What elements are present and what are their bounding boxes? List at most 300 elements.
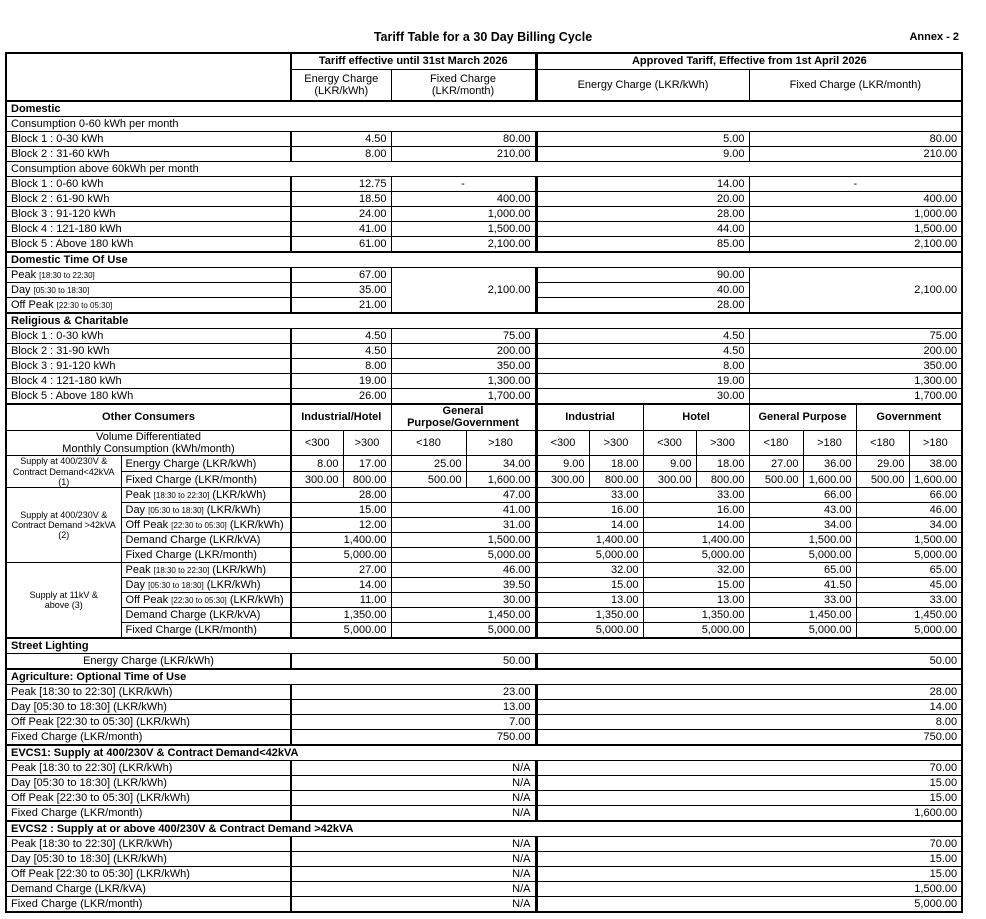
label-text: (LKR/kWh) [203, 504, 261, 517]
value-cell: 8.00 [291, 147, 391, 162]
value-cell: 36.00 [803, 456, 856, 472]
value-cell: 85.00 [536, 237, 749, 253]
label-cell [121, 488, 291, 503]
value-cell: 8.00 [536, 359, 749, 374]
value-cell: 400.00 [391, 192, 536, 207]
value-cell: 1,000.00 [749, 207, 962, 222]
label-cell: <180 [856, 430, 909, 456]
column-header-cell: Hotel [643, 404, 749, 430]
time-range-text: [18:30 to 22:30] [153, 491, 210, 501]
value-cell: 13.00 [643, 593, 749, 608]
label-cell [121, 503, 291, 518]
value-cell: 34.00 [749, 518, 856, 533]
value-cell: N/A [291, 897, 536, 913]
label-cell: Demand Charge (LKR/kVA) [6, 882, 291, 897]
value-cell: 14.00 [291, 578, 391, 593]
label-cell: <300 [536, 430, 589, 456]
column-header-cell: Industrial/Hotel [291, 404, 391, 430]
label-cell: Fixed Charge (LKR/month) [6, 806, 291, 822]
table-row [6, 852, 962, 867]
label-cell: Block 5 : Above 180 kWh [6, 389, 291, 405]
value-cell: 19.00 [536, 374, 749, 389]
value-cell: 61.00 [291, 237, 391, 253]
value-cell: 23.00 [291, 685, 536, 700]
table-row [6, 608, 962, 623]
value-cell: 500.00 [391, 472, 466, 488]
value-cell: 5,000.00 [749, 623, 856, 639]
value-cell: 2,100.00 [749, 268, 962, 314]
table-row [6, 268, 962, 283]
value-cell: 35.00 [291, 283, 391, 298]
value-cell: 4.50 [291, 132, 391, 147]
value-cell: 1,500.00 [749, 533, 856, 548]
label-cell: - [391, 177, 536, 192]
section-row [6, 252, 962, 268]
label-text: Off Peak [125, 519, 172, 532]
value-cell: 1,500.00 [856, 533, 962, 548]
label-text: Day [125, 579, 149, 592]
value-cell: 40.00 [536, 283, 749, 298]
table-row [6, 132, 962, 147]
value-cell: 800.00 [589, 472, 643, 488]
label-cell: Consumption 0-60 kWh per month [6, 117, 962, 132]
value-cell: 32.00 [536, 563, 643, 578]
value-cell: 15.00 [536, 776, 962, 791]
label-cell: >180 [466, 430, 536, 456]
label-cell: >300 [589, 430, 643, 456]
table-row [6, 593, 962, 608]
table-row [6, 472, 962, 488]
label-cell: >180 [909, 430, 962, 456]
value-cell: 5,000.00 [391, 623, 536, 639]
time-range-text: [18:30 to 22:30] [39, 270, 95, 280]
section-row [6, 821, 962, 837]
value-cell: 50.00 [291, 654, 536, 670]
value-cell: 9.00 [536, 456, 589, 472]
value-cell: 1,450.00 [749, 608, 856, 623]
value-cell: 1,500.00 [536, 882, 962, 897]
value-cell: 46.00 [391, 563, 536, 578]
value-cell: 26.00 [291, 389, 391, 405]
table-row [6, 578, 962, 593]
label-cell: >180 [803, 430, 856, 456]
tariff-table [5, 52, 963, 913]
label-cell: Day [05:30 to 18:30] (LKR/kWh) [6, 776, 291, 791]
table-row [6, 503, 962, 518]
column-header-cell: Energy Charge (LKR/kWh) [536, 70, 749, 102]
value-cell: 300.00 [643, 472, 696, 488]
section-row [6, 745, 962, 761]
table-row [6, 53, 962, 70]
value-cell: 16.00 [643, 503, 749, 518]
value-cell: 5,000.00 [536, 897, 962, 913]
value-cell: 38.00 [909, 456, 962, 472]
value-cell: 29.00 [856, 456, 909, 472]
label-text: Day [11, 283, 34, 296]
table-row [6, 359, 962, 374]
table-row [6, 389, 962, 405]
value-cell: 16.00 [536, 503, 643, 518]
table-row [6, 404, 962, 430]
value-cell: 67.00 [291, 268, 391, 283]
label-cell [121, 518, 291, 533]
table-row [6, 563, 962, 578]
value-cell: 70.00 [536, 761, 962, 776]
value-cell: 41.00 [391, 503, 536, 518]
value-cell: 5.00 [536, 132, 749, 147]
label-cell [121, 593, 291, 608]
value-cell: 18.00 [696, 456, 749, 472]
value-cell: 27.00 [291, 563, 391, 578]
value-cell: 200.00 [749, 344, 962, 359]
value-cell: 1,500.00 [391, 533, 536, 548]
value-cell: 33.00 [856, 593, 962, 608]
table-row [6, 897, 962, 913]
value-cell: 12.75 [291, 177, 391, 192]
value-cell: 30.00 [536, 389, 749, 405]
value-cell: 200.00 [391, 344, 536, 359]
label-cell: Block 3 : 91-120 kWh [6, 359, 291, 374]
label-cell [6, 283, 291, 298]
value-cell: 33.00 [536, 488, 643, 503]
value-cell: 350.00 [391, 359, 536, 374]
time-range-text: [05:30 to 18:30] [33, 285, 90, 295]
value-cell: 39.50 [391, 578, 536, 593]
label-cell: Supply at 400/230V & Contract Demand >42kVA (2) [6, 488, 121, 563]
value-cell: 66.00 [749, 488, 856, 503]
value-cell: N/A [291, 867, 536, 882]
label-cell: Demand Charge (LKR/kVA) [121, 608, 291, 623]
label-cell: - [749, 177, 962, 192]
value-cell: 4.50 [291, 329, 391, 344]
value-cell: 34.00 [856, 518, 962, 533]
label-cell: Energy Charge (LKR/kWh) [121, 456, 291, 472]
table-row [6, 329, 962, 344]
value-cell: 210.00 [391, 147, 536, 162]
value-cell: 1,000.00 [391, 207, 536, 222]
value-cell: 24.00 [291, 207, 391, 222]
value-cell: 12.00 [291, 518, 391, 533]
label-text: Off Peak [11, 298, 57, 311]
value-cell: 2,100.00 [391, 268, 536, 314]
label-cell [6, 298, 291, 314]
table-row [6, 177, 962, 192]
value-cell: 32.00 [643, 563, 749, 578]
table-row [6, 685, 962, 700]
table-row [6, 374, 962, 389]
table-row [6, 654, 962, 670]
value-cell: 11.00 [291, 593, 391, 608]
value-cell: 750.00 [536, 730, 962, 746]
value-cell: 5,000.00 [536, 623, 643, 639]
value-cell: 1,450.00 [391, 608, 536, 623]
label-cell: Off Peak [22:30 to 05:30] (LKR/kWh) [6, 715, 291, 730]
value-cell: 2,100.00 [391, 237, 536, 253]
label-cell: Energy Charge (LKR/kWh) [6, 654, 291, 670]
label-cell: Block 1 : 0-60 kWh [6, 177, 291, 192]
section-header-cell: EVCS1: Supply at 400/230V & Contract Demand<42kVA [6, 745, 962, 761]
value-cell: 210.00 [749, 147, 962, 162]
column-header-cell: Industrial [536, 404, 643, 430]
time-range-text: [05:30 to 18:30] [148, 581, 204, 591]
value-cell: 75.00 [749, 329, 962, 344]
label-text: (LKR/kWh) [209, 564, 267, 577]
value-cell: 14.00 [643, 518, 749, 533]
label-cell: <300 [643, 430, 696, 456]
value-cell: 1,350.00 [643, 608, 749, 623]
value-cell: 1,700.00 [391, 389, 536, 405]
value-cell: 21.00 [291, 298, 391, 314]
time-range-text: [22:30 to 05:30] [171, 596, 227, 606]
value-cell: 1,400.00 [643, 533, 749, 548]
label-cell: Fixed Charge (LKR/month) [121, 623, 291, 639]
value-cell: 33.00 [749, 593, 856, 608]
value-cell: 1,500.00 [391, 222, 536, 237]
label-text: Off Peak [125, 594, 172, 607]
table-row [6, 715, 962, 730]
label-text: Peak [125, 564, 154, 577]
label-cell: Supply at 400/230V & Contract Demand<42kVA (1) [6, 456, 121, 488]
value-cell: 15.00 [536, 578, 643, 593]
label-cell: Day [05:30 to 18:30] (LKR/kWh) [6, 852, 291, 867]
label-cell: Off Peak [22:30 to 05:30] (LKR/kWh) [6, 791, 291, 806]
label-text: Peak [11, 268, 40, 281]
section-header-cell: Street Lighting [6, 638, 962, 654]
column-header-cell: Approved Tariff, Effective from 1st April 2026 [536, 53, 962, 70]
label-cell: Block 2 : 61-90 kWh [6, 192, 291, 207]
label-cell: Fixed Charge (LKR/month) [6, 730, 291, 746]
table-row [6, 837, 962, 852]
column-header-cell: General Purpose/Government [391, 404, 536, 430]
value-cell: 5,000.00 [749, 548, 856, 563]
value-cell: 28.00 [536, 207, 749, 222]
value-cell: 15.00 [536, 852, 962, 867]
title-bar [5, 30, 961, 50]
value-cell: 44.00 [536, 222, 749, 237]
label-cell: Peak [18:30 to 22:30] (LKR/kWh) [6, 685, 291, 700]
table-row [6, 456, 962, 472]
column-header-cell [6, 53, 291, 101]
value-cell: N/A [291, 791, 536, 806]
value-cell: 41.00 [291, 222, 391, 237]
label-text: Day [125, 504, 149, 517]
section-header-cell: EVCS2 : Supply at or above 400/230V & Contract Demand >42kVA [6, 821, 962, 837]
value-cell: 1,300.00 [391, 374, 536, 389]
table-row [6, 207, 962, 222]
tariff-table-body [6, 53, 962, 912]
section-header-cell: Agriculture: Optional Time of Use [6, 669, 962, 685]
value-cell: 30.00 [391, 593, 536, 608]
value-cell: 41.50 [749, 578, 856, 593]
value-cell: 5,000.00 [536, 548, 643, 563]
value-cell: 5,000.00 [291, 623, 391, 639]
value-cell: 28.00 [536, 685, 962, 700]
value-cell: 19.00 [291, 374, 391, 389]
section-row [6, 101, 962, 117]
table-row [6, 147, 962, 162]
section-header-cell: Domestic Time Of Use [6, 252, 962, 268]
label-cell: >300 [696, 430, 749, 456]
label-cell: Block 2 : 31-90 kWh [6, 344, 291, 359]
value-cell: 15.00 [643, 578, 749, 593]
value-cell: 31.00 [391, 518, 536, 533]
time-range-text: [05:30 to 18:30] [148, 506, 204, 516]
value-cell: 14.00 [536, 700, 962, 715]
column-header-cell: Fixed Charge (LKR/month) [749, 70, 962, 102]
table-row [6, 882, 962, 897]
table-row [6, 806, 962, 822]
section-row [6, 313, 962, 329]
value-cell: 5,000.00 [856, 548, 962, 563]
table-row [6, 730, 962, 746]
table-row [6, 237, 962, 253]
value-cell: 15.00 [536, 791, 962, 806]
label-text: (LKR/kWh) [226, 594, 284, 607]
label-cell: Block 4 : 121-180 kWh [6, 374, 291, 389]
value-cell: 90.00 [536, 268, 749, 283]
label-cell: Consumption above 60kWh per month [6, 162, 962, 177]
value-cell: 13.00 [536, 593, 643, 608]
value-cell: 13.00 [291, 700, 536, 715]
label-cell: Supply at 11kV & above (3) [6, 563, 121, 639]
label-cell [121, 563, 291, 578]
value-cell: N/A [291, 806, 536, 822]
value-cell: 2,100.00 [749, 237, 962, 253]
label-cell: Block 3 : 91-120 kWh [6, 207, 291, 222]
label-cell: Block 1 : 0-30 kWh [6, 329, 291, 344]
label-cell: <300 [291, 430, 343, 456]
value-cell: 75.00 [391, 329, 536, 344]
value-cell: 18.00 [589, 456, 643, 472]
value-cell: 1,350.00 [291, 608, 391, 623]
value-cell: 1,400.00 [536, 533, 643, 548]
label-cell: Block 1 : 0-30 kWh [6, 132, 291, 147]
time-range-text: [22:30 to 05:30] [171, 521, 227, 531]
value-cell: 9.00 [536, 147, 749, 162]
value-cell: 800.00 [696, 472, 749, 488]
column-header-cell: Tariff effective until 31st March 2026 [291, 53, 536, 70]
value-cell: 5,000.00 [643, 623, 749, 639]
value-cell: 34.00 [466, 456, 536, 472]
table-row [6, 548, 962, 563]
table-row [6, 344, 962, 359]
value-cell: 800.00 [343, 472, 391, 488]
label-cell: >300 [343, 430, 391, 456]
value-cell: 27.00 [749, 456, 803, 472]
label-cell: Volume Differentiated Monthly Consumption (kWh/month) [6, 430, 291, 456]
value-cell: N/A [291, 837, 536, 852]
value-cell: 15.00 [536, 867, 962, 882]
label-cell: Day [05:30 to 18:30] (LKR/kWh) [6, 700, 291, 715]
value-cell: 25.00 [391, 456, 466, 472]
value-cell: 65.00 [749, 563, 856, 578]
value-cell: 4.50 [291, 344, 391, 359]
value-cell: N/A [291, 852, 536, 867]
value-cell: 65.00 [856, 563, 962, 578]
table-row [6, 222, 962, 237]
value-cell: 5,000.00 [291, 548, 391, 563]
value-cell: 80.00 [391, 132, 536, 147]
value-cell: 14.00 [536, 518, 643, 533]
table-row [6, 162, 962, 177]
time-range-text: [18:30 to 22:30] [153, 566, 210, 576]
value-cell: 4.50 [536, 329, 749, 344]
section-row [6, 669, 962, 685]
table-row [6, 488, 962, 503]
table-row [6, 791, 962, 806]
column-header-cell: General Purpose [749, 404, 856, 430]
value-cell: 66.00 [856, 488, 962, 503]
value-cell: 1,450.00 [856, 608, 962, 623]
section-header-cell: Domestic [6, 101, 962, 117]
value-cell: 46.00 [856, 503, 962, 518]
page-title: Tariff Table for a 30 Day Billing Cycle [373, 30, 593, 44]
value-cell: 500.00 [856, 472, 909, 488]
value-cell: 17.00 [343, 456, 391, 472]
value-cell: 18.50 [291, 192, 391, 207]
value-cell: 1,600.00 [909, 472, 962, 488]
value-cell: 8.00 [536, 715, 962, 730]
value-cell: 47.00 [391, 488, 536, 503]
value-cell: 5,000.00 [643, 548, 749, 563]
label-cell: Peak [18:30 to 22:30] (LKR/kWh) [6, 761, 291, 776]
value-cell: 300.00 [536, 472, 589, 488]
label-cell: Peak [18:30 to 22:30] (LKR/kWh) [6, 837, 291, 852]
value-cell: 33.00 [643, 488, 749, 503]
label-text: (LKR/kWh) [203, 579, 261, 592]
value-cell: 400.00 [749, 192, 962, 207]
value-cell: 9.00 [643, 456, 696, 472]
value-cell: 28.00 [291, 488, 391, 503]
value-cell: 7.00 [291, 715, 536, 730]
value-cell: N/A [291, 882, 536, 897]
value-cell: 1,500.00 [749, 222, 962, 237]
label-text: Peak [125, 489, 154, 502]
value-cell: 28.00 [536, 298, 749, 314]
value-cell: 750.00 [291, 730, 536, 746]
time-range-text: [22:30 to 05:30] [56, 300, 113, 310]
value-cell: N/A [291, 776, 536, 791]
value-cell: N/A [291, 761, 536, 776]
table-row [6, 192, 962, 207]
label-cell: Block 5 : Above 180 kWh [6, 237, 291, 253]
value-cell: 1,700.00 [749, 389, 962, 405]
value-cell: 1,400.00 [291, 533, 391, 548]
value-cell: 8.00 [291, 456, 343, 472]
table-row [6, 117, 962, 132]
label-cell: Fixed Charge (LKR/month) [6, 897, 291, 913]
value-cell: 20.00 [536, 192, 749, 207]
value-cell: 1,600.00 [536, 806, 962, 822]
value-cell: 500.00 [749, 472, 803, 488]
label-cell [121, 578, 291, 593]
label-cell: Fixed Charge (LKR/month) [121, 548, 291, 563]
table-row [6, 518, 962, 533]
annex-label: Annex - 2 [909, 31, 959, 43]
value-cell: 1,350.00 [536, 608, 643, 623]
label-cell: <180 [749, 430, 803, 456]
label-cell: Block 2 : 31-60 kWh [6, 147, 291, 162]
value-cell: 5,000.00 [391, 548, 536, 563]
section-header-cell: Religious & Charitable [6, 313, 962, 329]
label-text: (LKR/kWh) [209, 489, 267, 502]
table-row [6, 776, 962, 791]
table-row [6, 700, 962, 715]
label-cell: Off Peak [22:30 to 05:30] (LKR/kWh) [6, 867, 291, 882]
value-cell: 1,600.00 [466, 472, 536, 488]
table-row [6, 533, 962, 548]
value-cell: 43.00 [749, 503, 856, 518]
